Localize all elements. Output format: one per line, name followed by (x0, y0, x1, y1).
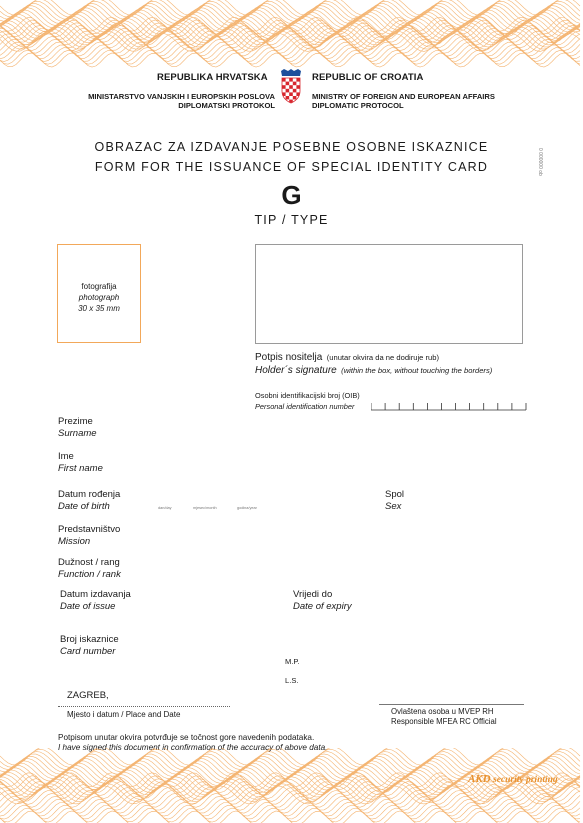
country-name-hr: REPUBLIKA HRVATSKA (157, 72, 268, 83)
dob-label-hr: Datum rođenja (58, 489, 121, 500)
issue-date-label-hr: Datum izdavanja (60, 589, 131, 600)
function-label-en: Function / rank (58, 569, 121, 580)
signature-note-en: (within the box, without touching the borders) (341, 366, 493, 375)
card-type-label: TIP / TYPE (254, 213, 329, 227)
printer-logo (468, 773, 558, 785)
expiry-label-hr: Vrijedi do (293, 589, 333, 600)
oib-label-hr: Osobni identifikacijski broj (OIB) (255, 391, 360, 400)
signature-label-hr: Potpis nositelja (255, 352, 323, 363)
oib-label-en: Personal identification number (255, 402, 355, 411)
place-city: ZAGREB, (67, 690, 109, 701)
first-name-label-hr: Ime (58, 451, 74, 462)
place-date-label: Mjesto i datum / Place and Date (67, 710, 181, 719)
mission-label-en: Mission (58, 536, 91, 547)
department-name-hr: DIPLOMATSKI PROTOKOL (178, 101, 275, 110)
surname-label-hr: Prezime (58, 416, 93, 427)
declaration-en: I have signed this document in confirmation of the accuracy of above data. (58, 743, 328, 752)
card-number-label-en: Card number (60, 646, 116, 657)
expiry-label-en: Date of expiry (293, 601, 352, 612)
function-label-hr: Dužnost / rang (58, 557, 120, 568)
signature-note-hr: (unutar okvira da ne dodiruje rub) (326, 353, 440, 362)
declaration-hr: Potpisom unutar okvira potvrđuje se točnost gore navedenih podataka. (58, 733, 315, 742)
country-name-en: REPUBLIC OF CROATIA (312, 72, 424, 83)
sex-label-en: Sex (385, 501, 402, 512)
dob-year-hint: godina/year (237, 506, 257, 510)
dob-day-hint: dan/day (158, 506, 172, 510)
side-serial-code: 0 000000 ob (537, 148, 543, 176)
form-title-hr: OBRAZAC ZA IZDAVANJE POSEBNE OSOBNE ISKAZNICE (94, 140, 489, 154)
official-label-en: Responsible MFEA RC Official (391, 717, 497, 726)
card-type-letter: G (281, 180, 302, 210)
photo-label-en: photograph (78, 293, 120, 302)
guilloche-bottom-border (0, 748, 583, 823)
ministry-name-hr: MINISTARSTVO VANJSKIH I EUROPSKIH POSLOVA (88, 92, 275, 101)
mission-label-hr: Predstavništvo (58, 524, 121, 535)
signature-box[interactable] (255, 244, 523, 344)
first-name-label-en: First name (58, 463, 103, 474)
croatian-coat-of-arms-icon (279, 69, 303, 105)
stamp-mp: M.P. (285, 657, 300, 666)
department-name-en: DIPLOMATIC PROTOCOL (312, 101, 404, 110)
oib-digit-field[interactable] (371, 400, 527, 411)
ministry-name-en: MINISTRY OF FOREIGN AND EUROPEAN AFFAIRS (312, 92, 495, 101)
photo-label-hr: fotografija (81, 282, 117, 291)
dob-label-en: Date of birth (58, 501, 110, 512)
dob-month-hint: mjesec/month (193, 506, 217, 510)
printer-prefix: AKD (468, 773, 491, 785)
form-title-en: FORM FOR THE ISSUANCE OF SPECIAL IDENTITY CARD (94, 160, 489, 174)
photo-size: 30 x 35 mm (78, 304, 120, 313)
sex-label-hr: Spol (385, 489, 405, 500)
place-date-line[interactable] (58, 706, 230, 707)
signature-label-en: Holder´s signature (255, 365, 337, 376)
stamp-ls: L.S. (285, 676, 299, 685)
official-signature-line[interactable] (379, 704, 524, 705)
guilloche-top-border (0, 0, 583, 70)
printer-name: security printing (493, 775, 558, 785)
issue-date-label-en: Date of issue (60, 601, 116, 612)
card-number-label-hr: Broj iskaznice (60, 634, 119, 645)
signature-label-en-line (255, 360, 492, 378)
official-label-hr: Ovlaštena osoba u MVEP RH (391, 707, 494, 716)
surname-label-en: Surname (58, 428, 97, 439)
